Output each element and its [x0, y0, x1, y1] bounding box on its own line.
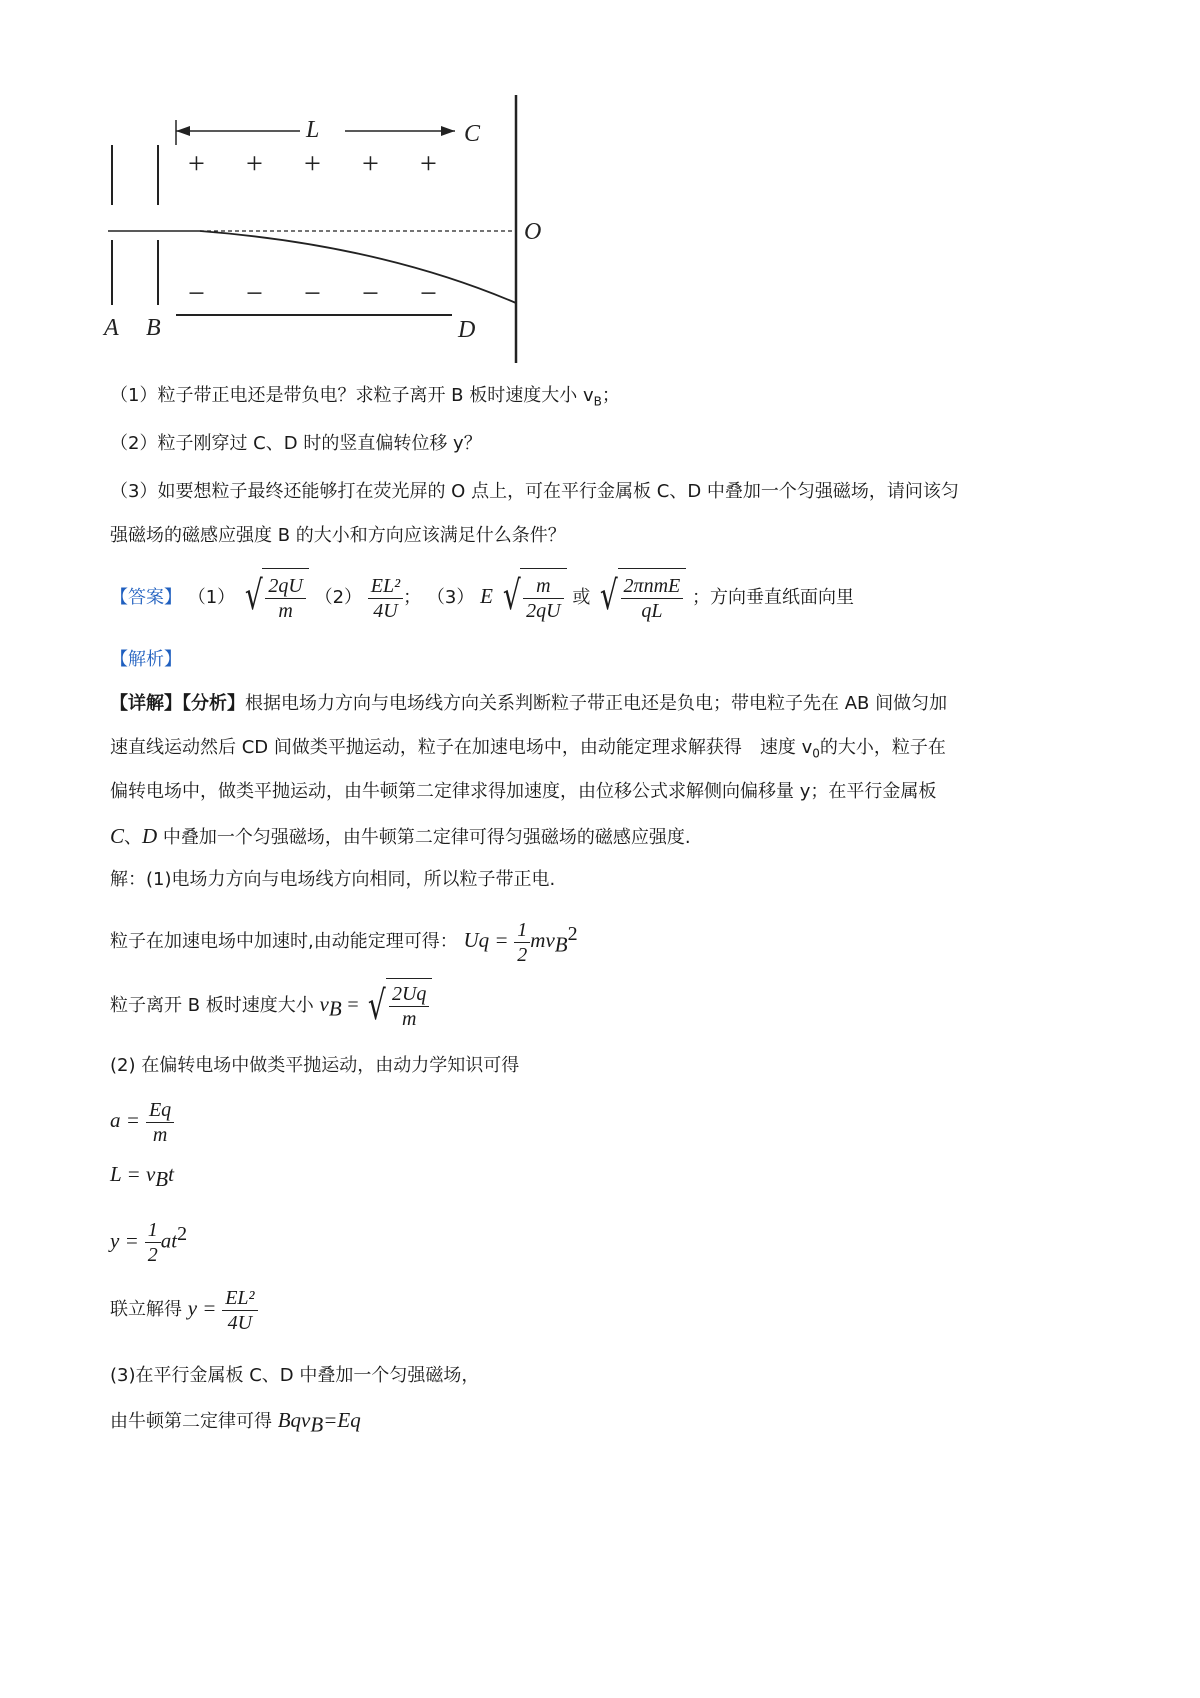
minus-sign: −	[246, 277, 263, 310]
equation-L: $L = v_Bt$	[110, 1162, 174, 1191]
solution-line-3: 粒子离开 B 板时速度大小 $v_B$ = √ $\frac{2Uq}{m}$	[110, 976, 432, 1037]
minus-sign: −	[304, 277, 321, 310]
solution-line-6: (3)在平行金属板 C、D 中叠加一个匀强磁场，	[110, 1365, 480, 1386]
sqrt-expr: √ $\frac{\text{2πnmE}}{qL}$	[596, 568, 686, 629]
minus-sign: −	[362, 277, 379, 310]
solution-line-2: 粒子在加速电场中加速时,由动能定理可得： Uq = $\frac{1}{2}$ $mv_B^2$	[110, 918, 578, 966]
sqrt-expr: √ $\frac{2qU}{m}$	[241, 568, 309, 629]
label-B: B	[146, 315, 161, 341]
question-2: （2）粒子刚穿过 C、D 时的竖直偏转位移 y？	[110, 433, 482, 454]
detail-line-2: 速直线运动然后 CD 间做类平抛运动，粒子在加速电场中，由动能定理求解获得 速度 $v_0$的大小，粒子在	[110, 737, 946, 761]
minus-sign: −	[420, 277, 437, 310]
solution-line-1: 解：(1)电场力方向与电场线方向相同，所以粒子带正电.	[110, 869, 556, 890]
answer-line: 【答案】 （1） √ $\frac{2qU}{m}$ （2） $\frac{\text{EL²}}{4U}$ ； （3） E √ $\frac{m}{2qU}$ 或 √ $\frac{\text{2πnmE}}{qL}$ ；方向垂直纸面向里	[110, 566, 854, 629]
plus-sign: +	[246, 147, 263, 180]
plus-sign: +	[304, 147, 321, 180]
label-A: A	[104, 315, 119, 341]
analysis-label: 【解析】	[110, 649, 182, 670]
detail-line-3: 偏转电场中，做类平抛运动，由牛顿第二定律求得加速度，由位移公式求解侧向偏移量 y；在平行金属板	[110, 781, 937, 802]
question-3-cont: 强磁场的磁感应强度 B 的大小和方向应该满足什么条件？	[110, 525, 566, 546]
question-1: （1）粒子带正电还是带负电？求粒子离开 B 板时速度大小 $v_B$；	[110, 385, 620, 409]
plus-sign: +	[420, 147, 437, 180]
solution-line-4: (2) 在偏转电场中做类平抛运动，由动力学知识可得	[110, 1055, 520, 1076]
label-D: D	[458, 317, 476, 343]
solution-line-7: 由牛顿第二定律可得 Bqv$_B$=Eq	[110, 1408, 361, 1437]
minus-sign: −	[188, 277, 205, 310]
detail-line-4: C、D 中叠加一个匀强磁场，由牛顿第二定律可得匀强磁场的磁感应强度.	[110, 824, 691, 848]
sqrt-expr: √ $\frac{2Uq}{m}$	[364, 978, 432, 1035]
equation-a: a = $\frac{Eq}{m}$	[110, 1092, 174, 1149]
fraction: $\frac{\text{EL²}}{4U}$	[368, 574, 403, 623]
plus-sign: +	[188, 147, 205, 180]
equation-y: y = $\frac{1}{2}$ $at^2$	[110, 1218, 188, 1266]
answer-label: 【答案】	[110, 587, 182, 608]
label-C: C	[464, 121, 481, 147]
deflection-diagram	[100, 95, 580, 400]
label-L: L	[306, 117, 320, 143]
label-O: O	[524, 219, 542, 245]
plus-sign: +	[362, 147, 379, 180]
solution-line-5: 联立解得 y = $\frac{\text{EL²}}{4U}$	[110, 1280, 258, 1338]
deflection-figure	[100, 95, 580, 400]
detail-line-1: 【详解】【分析】根据电场力方向与电场线方向关系判断粒子带正电还是负电；带电粒子先在 AB 间做匀加	[110, 693, 948, 714]
sqrt-expr: √ $\frac{m}{2qU}$	[499, 568, 567, 629]
question-3: （3）如要想粒子最终还能够打在荧光屏的 O 点上，可在平行金属板 C、D 中叠加一个匀强磁场，请问该匀	[110, 481, 959, 502]
